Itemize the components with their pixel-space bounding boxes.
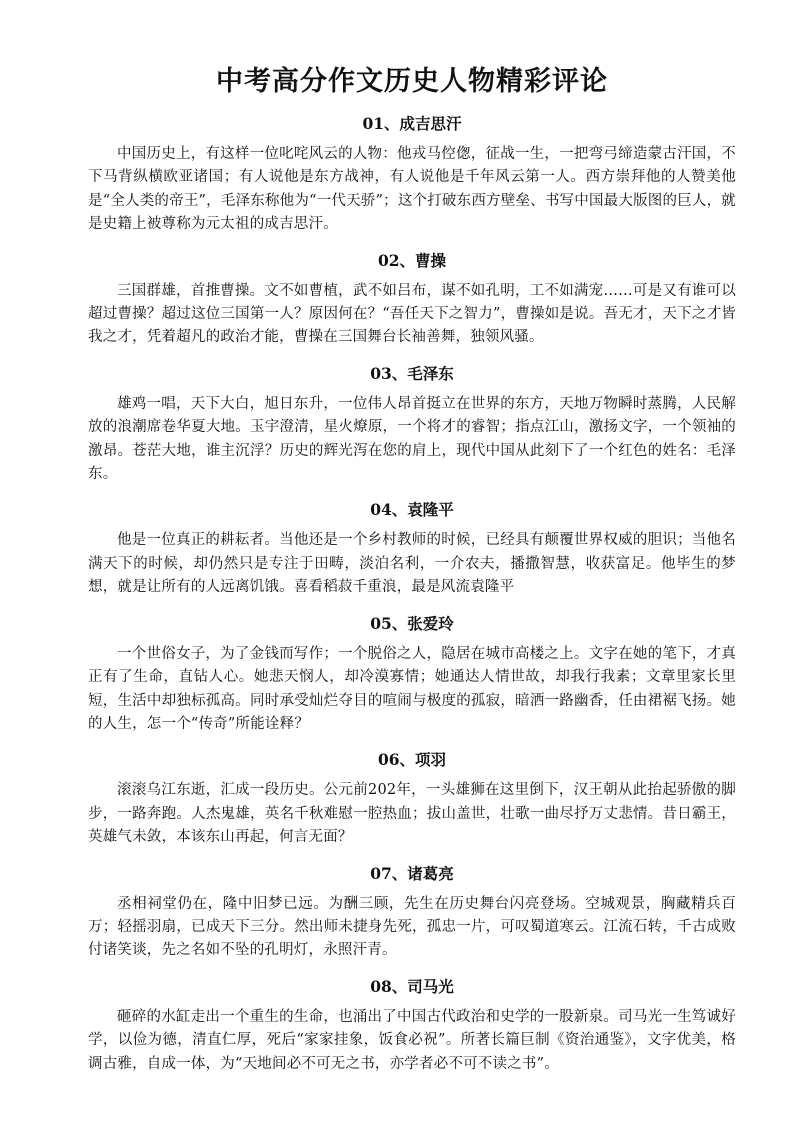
section-paragraph: 丞相祠堂仍在，隆中旧梦已远。为酬三顾，先生在历史舞台闪亮登场。空城观景，胸藏精兵百万；轻摇羽扇，已成天下三分。然出师未捷身先死，孤忠一片，可叹蜀道寒云。江流石转，千古成败付诸笑谈，先之名如不坠的孔明灯，永照汗青。	[88, 895, 736, 959]
section-paragraph: 三国群雄，首推曹操。文不如曹植，武不如吕布，谋不如孔明，工不如满宠……可是又有谁可以超过曹操？超过这位三国第一人？原因何在？“吾任天下之智力”，曹操如是说。吾无才，天下之才皆我之才，凭着超凡的政治才能，曹操在三国舞台长袖善舞，独领风骚。	[88, 282, 736, 346]
section-mao-zedong	[88, 362, 736, 487]
section-sima-guang	[88, 975, 736, 1076]
section-paragraph: 砸碎的水缸走出一个重生的生命，也涌出了中国古代政治和史学的一股新泉。司马光一生笃诚好学，以俭为德，清直仁厚，死后“家家挂象，饭食必祝”。所著长篇巨制《资治通鉴》，文字优美，格调古雅，自成一体，为“天地间必不可无之书，亦学者必不可不读之书”。	[88, 1008, 736, 1072]
section-paragraph: 一个世俗女子，为了金钱而写作；一个脱俗之人，隐居在城市高楼之上。文字在她的笔下，才真正有了生命，直钻人心。她悲天悯人，却冷漠寡情；她通达人情世故，却我行我素；文章里家长里短，生活中却独标孤高。同时承受灿烂夺目的喧闹与极度的孤寂，暗洒一路幽香，任由裙裾飞扬。她的人生，怎一个“传奇”所能诠释？	[88, 645, 736, 732]
section-heading: 07、诸葛亮	[370, 863, 454, 883]
section-paragraph: 滚滚乌江东逝，汇成一段历史。公元前202年，一头雄狮在这里倒下，汉王朝从此抬起骄傲的脚步，一路奔跑。人杰鬼雄，英名千秋难慰一腔热血；拔山盖世，壮歌一曲尽抒万丈悲情。昔日霸王，英雄气未敛，本该东山再起，何言无面？	[88, 782, 736, 846]
section-heading: 02、曹操	[377, 250, 447, 270]
section-xiang-yu	[88, 748, 736, 849]
document-page	[88, 62, 736, 1088]
section-zhuge-liang	[88, 862, 736, 963]
section-yuan-longping	[88, 498, 736, 599]
section-paragraph: 他是一位真正的耕耘者。当他还是一个乡村教师的时候，已经具有颠覆世界权威的胆识；当他名满天下的时候，却仍然只是专注于田畴，淡泊名利，一介农夫，播撒智慧，收获富足。他毕生的梦想，就是让所有的人远离饥饿。喜看稻菽千重浪，最是风流袁隆平	[88, 532, 736, 596]
section-heading: 05、张爱玲	[370, 613, 454, 633]
section-cao-cao	[88, 249, 736, 350]
section-zhang-ailing	[88, 612, 736, 737]
section-paragraph: 中国历史上，有这样一位叱咤风云的人物：他戎马倥偬，征战一生，一把弯弓缔造蒙古汗国，不下马背纵横欧亚诸国；有人说他是东方战神，有人说他是千年风云第一人。西方崇拜他的人赞美他是“全人类的帝王”，毛泽东称他为“一代天骄”；这个打破东西方壁垒、书写中国最大版图的巨人，就是史籍上被尊称为元太祖的成吉思汗。	[88, 146, 736, 233]
section-heading: 01、成吉思汗	[362, 114, 462, 133]
section-heading: 03、毛泽东	[370, 363, 454, 383]
section-paragraph: 雄鸡一唱，天下大白，旭日东升，一位伟人昂首挺立在世界的东方，天地万物瞬时蒸腾，人民解放的浪潮席卷华夏大地。玉宇澄清，星火燎原，一个将才的睿智；指点江山，激扬文字，一个领袖的激昂。苍茫大地，谁主沉浮？历史的辉光泻在您的肩上，现代中国从此刻下了一个红色的姓名：毛泽东。	[88, 395, 736, 483]
section-heading: 04、袁隆平	[370, 500, 454, 520]
section-heading: 08、司马光	[370, 976, 454, 996]
section-heading: 06、项羽	[377, 750, 447, 770]
page-title: 中考高分作文历史人物精彩评论	[216, 66, 608, 97]
section-genghis-khan	[88, 112, 736, 237]
